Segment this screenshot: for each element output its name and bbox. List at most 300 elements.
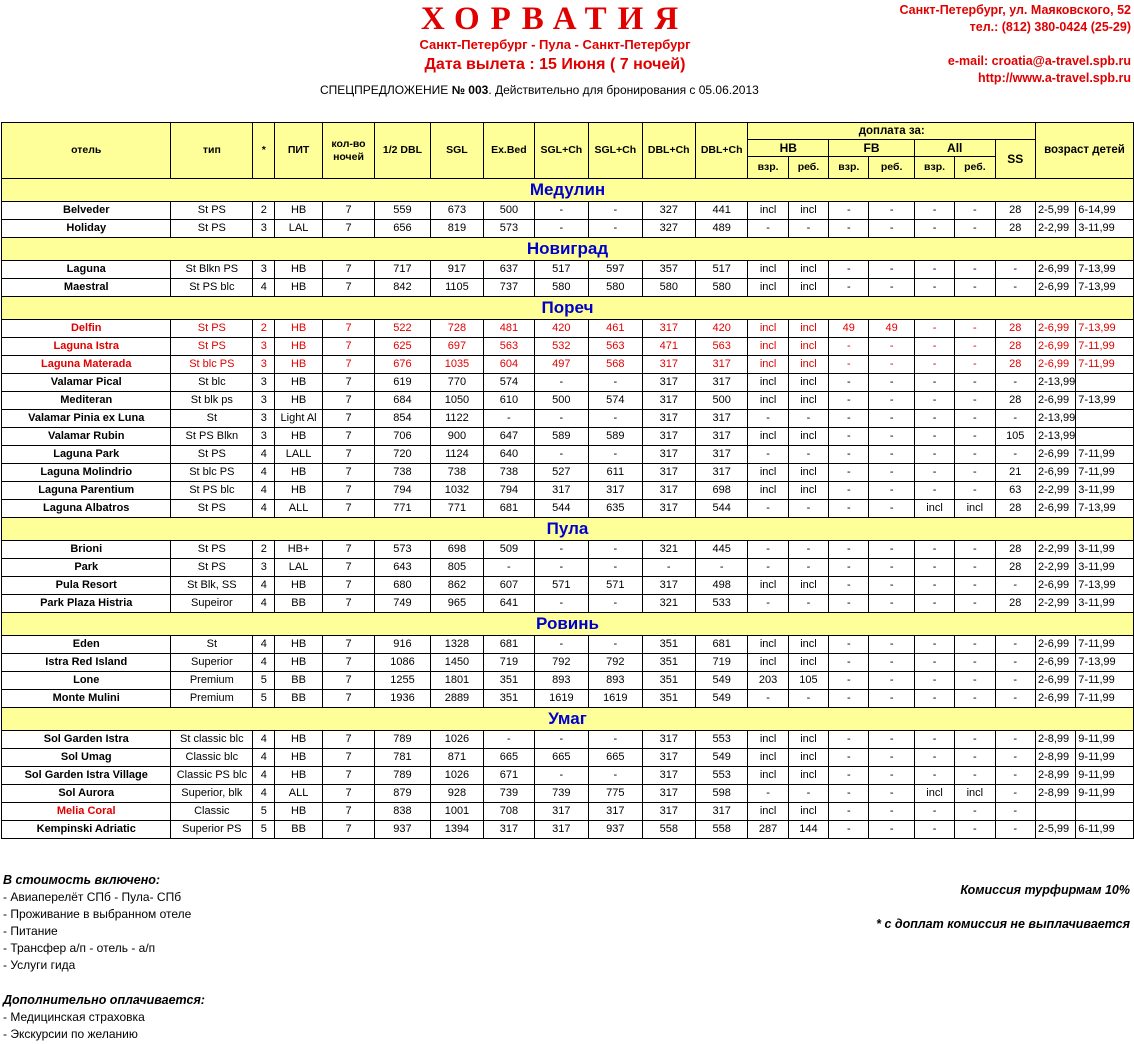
nights: 7 — [322, 785, 374, 803]
hotel-name: Holiday — [2, 220, 171, 238]
region-row — [2, 708, 1134, 731]
price-dbl-ch-1: 351 — [642, 690, 695, 708]
child-age-2: 3-11,99 — [1076, 595, 1134, 613]
all-child: - — [955, 690, 995, 708]
region-row — [2, 518, 1134, 541]
price-sgl: 1450 — [430, 654, 483, 672]
price-sgl-ch-2: - — [589, 202, 642, 220]
col-dbl-ch-1: DBL+Ch — [642, 123, 695, 179]
hotel-stars: 3 — [253, 374, 275, 392]
hb-child: 105 — [788, 672, 828, 690]
child-age-2 — [1076, 428, 1134, 446]
hotel-name: Pula Resort — [2, 577, 171, 595]
price-sgl-ch-1: - — [534, 541, 588, 559]
price-sgl: 1801 — [430, 672, 483, 690]
price-sgl-ch-1: 532 — [534, 338, 588, 356]
hb-child: incl — [788, 803, 828, 821]
meal-plan: LAL — [275, 559, 322, 577]
hotel-name: Park — [2, 559, 171, 577]
price-sgl-ch-2: 574 — [589, 392, 642, 410]
price-half-dbl: 879 — [375, 785, 430, 803]
all-adult: - — [914, 731, 954, 749]
child-age-1: 2-8,99 — [1035, 785, 1075, 803]
hotel-stars: 5 — [253, 672, 275, 690]
price-sgl-ch-1: - — [534, 374, 588, 392]
price-dbl-ch-1: 317 — [642, 392, 695, 410]
nights: 7 — [322, 500, 374, 518]
price-sgl-ch-2: 597 — [589, 261, 642, 279]
child-age-2: 7-11,99 — [1076, 464, 1134, 482]
all-child: incl — [955, 785, 995, 803]
hotel-row — [2, 500, 1134, 518]
price-sgl: 862 — [430, 577, 483, 595]
hb-child: incl — [788, 749, 828, 767]
child-age-1: 2-6,99 — [1035, 500, 1075, 518]
fb-adult: - — [829, 482, 869, 500]
all-adult: - — [914, 577, 954, 595]
all-adult: - — [914, 220, 954, 238]
all-adult: - — [914, 482, 954, 500]
price-exbed: 573 — [484, 220, 534, 238]
price-sgl-ch-1: - — [534, 220, 588, 238]
nights: 7 — [322, 202, 374, 220]
route-subtitle: Санкт-Петербург - Пула - Санкт-Петербург — [419, 37, 691, 52]
fb-adult: - — [829, 803, 869, 821]
hb-adult: incl — [748, 202, 788, 220]
price-sgl-ch-1: 517 — [534, 261, 588, 279]
price-dbl-ch-1: 321 — [642, 595, 695, 613]
room-type: St Blk, SS — [171, 577, 253, 595]
room-type: St — [171, 410, 253, 428]
room-type: St Blkn PS — [171, 261, 253, 279]
room-type: Premium — [171, 672, 253, 690]
hotel-row — [2, 356, 1134, 374]
child-age-1: 2-6,99 — [1035, 356, 1075, 374]
price-sgl: 871 — [430, 749, 483, 767]
room-type: St — [171, 636, 253, 654]
col-all-child: реб. — [955, 157, 995, 179]
ss-surcharge: 28 — [995, 541, 1035, 559]
price-exbed: - — [484, 410, 534, 428]
nights: 7 — [322, 595, 374, 613]
price-sgl-ch-1: 739 — [534, 785, 588, 803]
hb-adult: incl — [748, 279, 788, 297]
hotel-name: Laguna Albatros — [2, 500, 171, 518]
price-exbed: 738 — [484, 464, 534, 482]
price-dbl-ch-1: 317 — [642, 320, 695, 338]
price-sgl-ch-2: - — [589, 374, 642, 392]
fb-adult: - — [829, 541, 869, 559]
col-child-age: возраст детей — [1035, 123, 1133, 179]
ss-surcharge: - — [995, 803, 1035, 821]
meal-plan: HB — [275, 428, 322, 446]
col-hb-child: реб. — [788, 157, 828, 179]
all-adult: - — [914, 690, 954, 708]
price-sgl-ch-2: - — [589, 541, 642, 559]
price-sgl-ch-2: 563 — [589, 338, 642, 356]
price-sgl-ch-1: 571 — [534, 577, 588, 595]
child-age-1: 2-6,99 — [1035, 577, 1075, 595]
col-star: * — [253, 123, 275, 179]
price-sgl-ch-2: 317 — [589, 803, 642, 821]
fb-child: - — [869, 428, 914, 446]
col-meal: ПИТ — [275, 123, 322, 179]
nights: 7 — [322, 446, 374, 464]
hotel-name: Brioni — [2, 541, 171, 559]
price-sgl-ch-2: 635 — [589, 500, 642, 518]
hb-child: - — [788, 785, 828, 803]
contact-phone: тел.: (812) 380-0424 (25-29) — [969, 20, 1131, 34]
room-type: St PS — [171, 446, 253, 464]
hb-adult: 287 — [748, 821, 788, 839]
hb-adult: incl — [748, 731, 788, 749]
region-name: Медулин — [2, 179, 1134, 202]
hb-child: incl — [788, 577, 828, 595]
fb-adult: - — [829, 392, 869, 410]
price-sgl-ch-2: 317 — [589, 482, 642, 500]
hb-adult: - — [748, 500, 788, 518]
all-child: - — [955, 541, 995, 559]
price-table-body — [2, 179, 1134, 839]
price-exbed: 681 — [484, 500, 534, 518]
hotel-row — [2, 690, 1134, 708]
hb-adult: incl — [748, 392, 788, 410]
all-adult: - — [914, 636, 954, 654]
hotel-stars: 4 — [253, 464, 275, 482]
price-dbl-ch-2: 549 — [695, 690, 747, 708]
price-sgl: 2889 — [430, 690, 483, 708]
child-age-2: 9-11,99 — [1076, 749, 1134, 767]
contact-email[interactable]: e-mail: croatia@a-travel.spb.ru — [947, 54, 1131, 68]
hotel-row — [2, 410, 1134, 428]
hb-child: incl — [788, 731, 828, 749]
all-adult: - — [914, 392, 954, 410]
ss-surcharge: - — [995, 690, 1035, 708]
included-item: - Авиаперелёт СПб - Пула- СПб — [3, 890, 182, 904]
child-age-1: 2-6,99 — [1035, 672, 1075, 690]
hb-child: incl — [788, 279, 828, 297]
fb-child: 49 — [869, 320, 914, 338]
price-dbl-ch-1: 317 — [642, 577, 695, 595]
fb-adult: - — [829, 202, 869, 220]
meal-plan: BB — [275, 595, 322, 613]
price-dbl-ch-1: 317 — [642, 356, 695, 374]
child-age-2: 3-11,99 — [1076, 482, 1134, 500]
hotel-name: Belveder — [2, 202, 171, 220]
all-child: - — [955, 374, 995, 392]
child-age-2: 7-13,99 — [1076, 500, 1134, 518]
price-sgl-ch-2: - — [589, 731, 642, 749]
all-adult: incl — [914, 500, 954, 518]
price-dbl-ch-2: 317 — [695, 446, 747, 464]
child-age-1: 2-13,99 — [1035, 410, 1075, 428]
price-sgl: 1026 — [430, 767, 483, 785]
col-nights: кол-во ночей — [322, 123, 374, 179]
price-exbed: 681 — [484, 636, 534, 654]
room-type: St PS — [171, 559, 253, 577]
region-row — [2, 297, 1134, 320]
region-name: Пореч — [2, 297, 1134, 320]
room-type: Superior, blk — [171, 785, 253, 803]
price-exbed: 708 — [484, 803, 534, 821]
fb-child: - — [869, 654, 914, 672]
all-adult: - — [914, 428, 954, 446]
hotel-row — [2, 320, 1134, 338]
price-exbed: 671 — [484, 767, 534, 785]
price-sgl-ch-2: 571 — [589, 577, 642, 595]
child-age-1 — [1035, 803, 1075, 821]
room-type: St PS — [171, 202, 253, 220]
meal-plan: HB — [275, 464, 322, 482]
all-adult: - — [914, 279, 954, 297]
price-sgl: 728 — [430, 320, 483, 338]
child-age-2 — [1076, 803, 1134, 821]
ss-surcharge: - — [995, 577, 1035, 595]
price-half-dbl: 937 — [375, 821, 430, 839]
included-item: - Трансфер а/п - отель - а/п — [3, 941, 156, 955]
price-sgl: 805 — [430, 559, 483, 577]
hotel-name: Sol Umag — [2, 749, 171, 767]
meal-plan: HB — [275, 654, 322, 672]
hb-adult: incl — [748, 428, 788, 446]
nights: 7 — [322, 803, 374, 821]
room-type: St blc PS — [171, 464, 253, 482]
region-row — [2, 179, 1134, 202]
nights: 7 — [322, 749, 374, 767]
hb-child: - — [788, 559, 828, 577]
hotel-row — [2, 803, 1134, 821]
price-dbl-ch-2: 719 — [695, 654, 747, 672]
meal-plan: ALL — [275, 500, 322, 518]
price-sgl: 1032 — [430, 482, 483, 500]
hb-child: incl — [788, 374, 828, 392]
all-child: - — [955, 202, 995, 220]
ss-surcharge: 105 — [995, 428, 1035, 446]
fb-child: - — [869, 261, 914, 279]
all-child: - — [955, 636, 995, 654]
price-sgl-ch-2: - — [589, 220, 642, 238]
child-age-1: 2-6,99 — [1035, 279, 1075, 297]
nights: 7 — [322, 559, 374, 577]
hotel-row — [2, 785, 1134, 803]
price-dbl-ch-2: 681 — [695, 636, 747, 654]
child-age-2: 9-11,99 — [1076, 767, 1134, 785]
all-child: - — [955, 392, 995, 410]
price-sgl-ch-1: 497 — [534, 356, 588, 374]
included-item: - Услуги гида — [3, 958, 76, 972]
price-exbed: 604 — [484, 356, 534, 374]
child-age-1: 2-2,99 — [1035, 541, 1075, 559]
fb-child: - — [869, 559, 914, 577]
hotel-stars: 2 — [253, 541, 275, 559]
fb-child: - — [869, 482, 914, 500]
hotel-name: Valamar Pinia ex Luna — [2, 410, 171, 428]
price-sgl-ch-1: - — [534, 202, 588, 220]
meal-plan: HB — [275, 356, 322, 374]
room-type: St classic blc — [171, 731, 253, 749]
price-dbl-ch-1: 357 — [642, 261, 695, 279]
all-child: - — [955, 464, 995, 482]
fb-adult: - — [829, 731, 869, 749]
price-half-dbl: 838 — [375, 803, 430, 821]
fb-adult: - — [829, 767, 869, 785]
region-name: Ровинь — [2, 613, 1134, 636]
price-sgl-ch-2: - — [589, 767, 642, 785]
col-sgl: SGL — [430, 123, 483, 179]
price-dbl-ch-2: 317 — [695, 464, 747, 482]
fb-adult: - — [829, 374, 869, 392]
fb-child: - — [869, 464, 914, 482]
hotel-stars: 2 — [253, 320, 275, 338]
ss-surcharge: 28 — [995, 320, 1035, 338]
hb-child: incl — [788, 464, 828, 482]
hotel-stars: 3 — [253, 392, 275, 410]
price-dbl-ch-2: 544 — [695, 500, 747, 518]
hb-child: - — [788, 541, 828, 559]
price-sgl-ch-2: 611 — [589, 464, 642, 482]
price-dbl-ch-2: 563 — [695, 338, 747, 356]
nights: 7 — [322, 464, 374, 482]
price-half-dbl: 749 — [375, 595, 430, 613]
price-dbl-ch-2: 317 — [695, 428, 747, 446]
price-half-dbl: 738 — [375, 464, 430, 482]
hotel-name: Laguna Park — [2, 446, 171, 464]
ss-surcharge: - — [995, 821, 1035, 839]
nights: 7 — [322, 356, 374, 374]
room-type: Superior PS — [171, 821, 253, 839]
col-fb-adult: взр. — [829, 157, 869, 179]
fb-adult: - — [829, 428, 869, 446]
hotel-row — [2, 672, 1134, 690]
ss-surcharge: 28 — [995, 392, 1035, 410]
price-sgl-ch-1: 527 — [534, 464, 588, 482]
price-sgl-ch-2: - — [589, 410, 642, 428]
price-dbl-ch-2: 549 — [695, 672, 747, 690]
price-dbl-ch-2: 558 — [695, 821, 747, 839]
hotel-name: Mediteran — [2, 392, 171, 410]
offer-suffix: . Действительно для бронирования с 05.06.2013 — [488, 83, 759, 97]
hotel-name: Delfin — [2, 320, 171, 338]
hb-adult: 203 — [748, 672, 788, 690]
fb-child: - — [869, 577, 914, 595]
fb-child: - — [869, 392, 914, 410]
ss-surcharge: 28 — [995, 220, 1035, 238]
child-age-2: 7-11,99 — [1076, 636, 1134, 654]
hotel-stars: 4 — [253, 636, 275, 654]
price-sgl-ch-1: - — [534, 767, 588, 785]
nights: 7 — [322, 636, 374, 654]
price-sgl-ch-2: 580 — [589, 279, 642, 297]
ss-surcharge: - — [995, 261, 1035, 279]
hb-adult: incl — [748, 261, 788, 279]
child-age-1: 2-6,99 — [1035, 320, 1075, 338]
price-dbl-ch-2: 317 — [695, 803, 747, 821]
price-sgl-ch-1: 544 — [534, 500, 588, 518]
child-age-2: 7-11,99 — [1076, 672, 1134, 690]
hotel-name: Laguna — [2, 261, 171, 279]
all-child: - — [955, 482, 995, 500]
meal-plan: BB — [275, 690, 322, 708]
hb-child: - — [788, 595, 828, 613]
nights: 7 — [322, 428, 374, 446]
price-half-dbl: 842 — [375, 279, 430, 297]
price-dbl-ch-1: 317 — [642, 749, 695, 767]
meal-plan: LAL — [275, 220, 322, 238]
price-sgl-ch-1: 665 — [534, 749, 588, 767]
child-age-2: 7-13,99 — [1076, 261, 1134, 279]
hb-child: - — [788, 220, 828, 238]
price-exbed: 719 — [484, 654, 534, 672]
price-exbed: 665 — [484, 749, 534, 767]
price-dbl-ch-2: 580 — [695, 279, 747, 297]
all-adult: - — [914, 654, 954, 672]
extra-item: - Экскурсии по желанию — [3, 1027, 138, 1041]
all-child: - — [955, 672, 995, 690]
hb-adult: - — [748, 220, 788, 238]
meal-plan: HB — [275, 482, 322, 500]
price-sgl-ch-2: 589 — [589, 428, 642, 446]
child-age-2: 3-11,99 — [1076, 220, 1134, 238]
room-type: Classic — [171, 803, 253, 821]
price-sgl-ch-2: - — [589, 446, 642, 464]
contacts-block — [899, 2, 1131, 87]
commission-block — [876, 882, 1130, 933]
hb-child: incl — [788, 392, 828, 410]
ss-surcharge: - — [995, 636, 1035, 654]
all-child: - — [955, 446, 995, 464]
price-dbl-ch-2: 533 — [695, 595, 747, 613]
child-age-1: 2-6,99 — [1035, 446, 1075, 464]
fb-child: - — [869, 356, 914, 374]
price-exbed: 610 — [484, 392, 534, 410]
fb-adult: - — [829, 279, 869, 297]
ss-surcharge: - — [995, 749, 1035, 767]
meal-plan: BB — [275, 821, 322, 839]
hotel-stars: 4 — [253, 279, 275, 297]
hotel-stars: 3 — [253, 338, 275, 356]
col-hb-adult: взр. — [748, 157, 788, 179]
ss-surcharge: - — [995, 731, 1035, 749]
room-type: Classic blc — [171, 749, 253, 767]
all-adult: - — [914, 410, 954, 428]
col-all: All — [914, 140, 995, 157]
child-age-2: 7-13,99 — [1076, 392, 1134, 410]
price-half-dbl: 573 — [375, 541, 430, 559]
hotel-stars: 4 — [253, 749, 275, 767]
fb-child: - — [869, 636, 914, 654]
nights: 7 — [322, 654, 374, 672]
ss-surcharge: - — [995, 410, 1035, 428]
price-half-dbl: 1936 — [375, 690, 430, 708]
col-all-adult: взр. — [914, 157, 954, 179]
hotel-name: Sol Garden Istra — [2, 731, 171, 749]
price-sgl: 1035 — [430, 356, 483, 374]
extra-title: Дополнительно оплачивается: — [3, 993, 205, 1007]
room-type: St blc PS — [171, 356, 253, 374]
fb-adult: - — [829, 595, 869, 613]
fb-child: - — [869, 279, 914, 297]
price-sgl: 738 — [430, 464, 483, 482]
contact-website[interactable]: http://www.a-travel.spb.ru — [977, 71, 1131, 85]
hb-adult: incl — [748, 356, 788, 374]
hotel-row — [2, 220, 1134, 238]
meal-plan: HB — [275, 803, 322, 821]
price-exbed: - — [484, 731, 534, 749]
meal-plan: HB — [275, 636, 322, 654]
all-child: - — [955, 577, 995, 595]
price-half-dbl: 656 — [375, 220, 430, 238]
fb-child: - — [869, 338, 914, 356]
